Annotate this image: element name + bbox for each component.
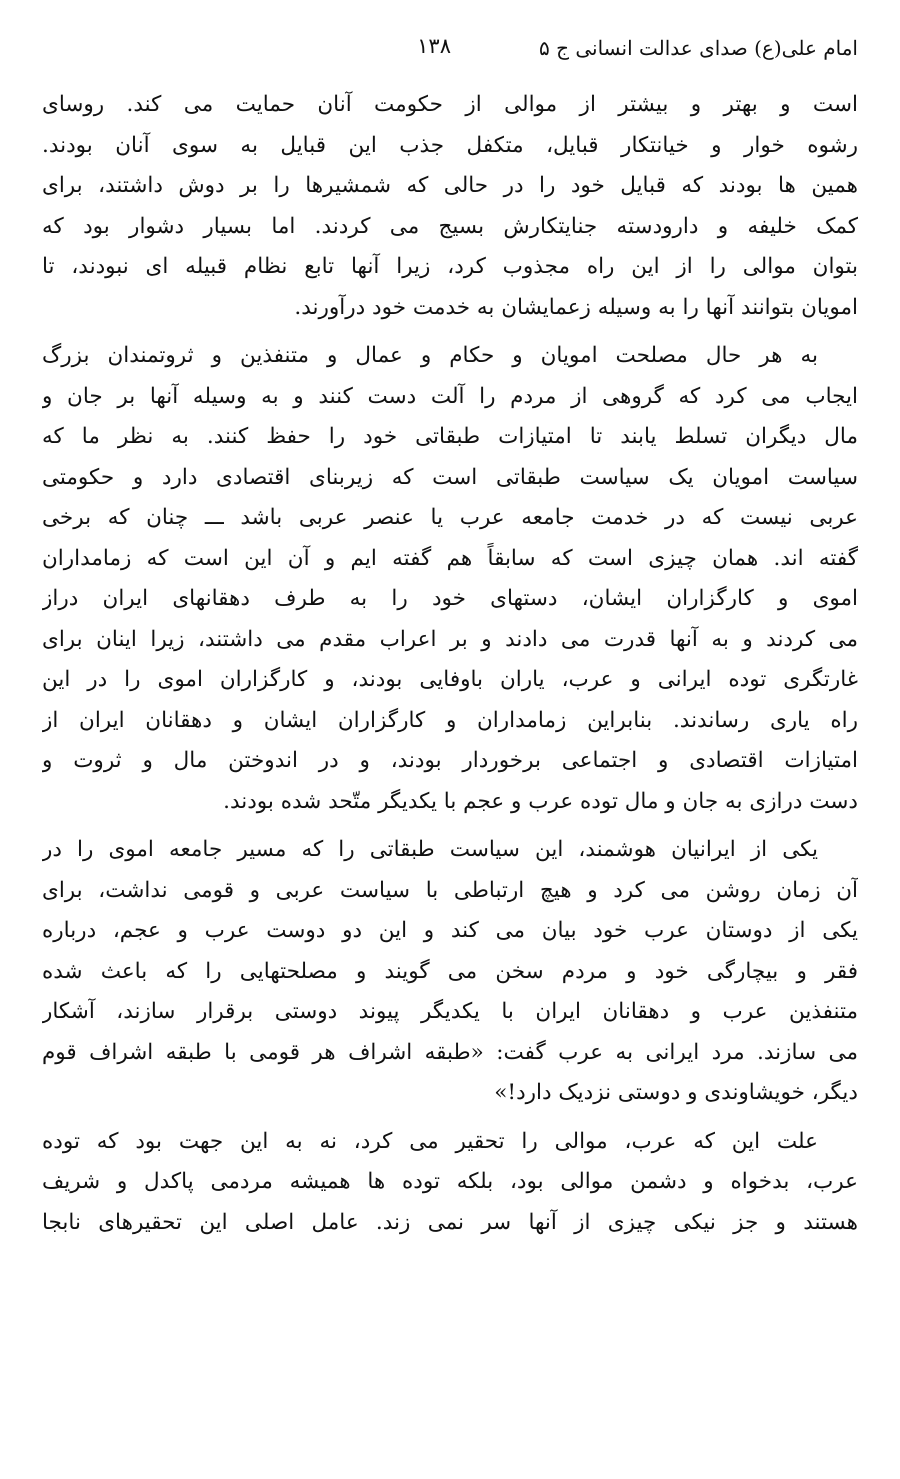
text-line: اموی و کارگزاران ایشان، دستهای خود را به طرف دهقانهای ایران دراز xyxy=(42,586,858,611)
paragraph-3 xyxy=(42,830,858,1114)
text-line: دیگر، خویشاوندی و دوستی نزدیک دارد!» xyxy=(494,1080,858,1105)
page-header xyxy=(40,30,858,70)
text-line: یکی از دوستان عرب خود بیان می کند و این دو دوست عرب و عجم، درباره xyxy=(42,918,858,943)
text-line: می کردند و به آنها قدرت می دادند و بر اعراب مقدم می داشتند، زیرا اینان برای xyxy=(42,626,858,652)
text-line: همین ها بودند که قبایل خود را در حالی که شمشیرها را بر دوش داشتند، برای xyxy=(42,173,858,198)
text-line: بتوان موالی را از این راه مجذوب کرد، زیرا آنها تابع نظام قبیله ای نبودند، تا xyxy=(42,254,858,279)
text-line: ایجاب می کرد که گروهی از مردم را آلت دست کنند و به وسیله آنها بر جان و xyxy=(42,383,858,409)
text-line: امتیازات اقتصادی و اجتماعی برخوردار بودند، و در اندوختن مال و ثروت و xyxy=(42,748,858,773)
text-line: کمک خلیفه و دارودسته جنایتکارش بسیج می کردند. اما بسیار دشوار بود که xyxy=(42,213,858,239)
text-line: غارتگری توده ایرانی و عرب، یاران باوفایی بودند، و کارگزاران اموی را در این xyxy=(42,667,858,692)
paragraph-gap xyxy=(42,328,858,336)
text-line: است و بهتر و بیشتر از موالی از حکومت آنان حمایت می کند. روسای xyxy=(42,92,858,117)
text-line: دست درازی به جان و مال توده عرب و عجم با یکدیگر متّحد شده بودند. xyxy=(223,788,858,814)
text-line: می سازند. مرد ایرانی به عرب گفت: «طبقه اشراف هر قومی با طبقه اشراف قوم xyxy=(42,1039,858,1065)
text-line: به هر حال مصلحت امویان و حکام و عمال و متنفذین و ثروتمندان بزرگ xyxy=(42,343,818,368)
text-line: علت این که عرب، موالی را تحقیر می کرد، نه به این جهت بود که توده xyxy=(42,1128,818,1154)
text-line: فقر و بیچارگی خود و مردم سخن می گویند و مصلحتهایی را که باعث شده xyxy=(42,958,858,984)
text-line: رشوه خوار و خیانتکار قبایل، متکفل جذب این قبایل به سوی آنان بودند. xyxy=(42,132,858,158)
text-line: عربی نیست که در خدمت جامعه عرب یا عنصر عربی باشد ـــ چنان که برخی xyxy=(42,505,858,530)
paragraph-4 xyxy=(42,1122,858,1244)
text-line: آن زمان روشن می کرد و هیچ ارتباطی با سیاست عربی و قومی نداشت، برای xyxy=(42,877,858,903)
text-line: مال دیگران تسلط یابند تا امتیازات طبقاتی خود را حفظ کنند. به نظر ما که xyxy=(42,424,858,449)
text-line: سیاست امویان یک سیاست طبقاتی است که زیربنای اقتصادی دارد و حکومتی xyxy=(42,464,858,490)
text-line: عرب، بدخواه و دشمن موالی بود، بلکه توده ها همیشه مردمی پاکدل و شریف xyxy=(42,1169,858,1194)
text-line: متنفذین عرب و دهقانان ایران با یکدیگر پیوند دوستی برقرار سازند، آشکار xyxy=(42,999,858,1024)
running-head: امام علی(ع) صدای عدالت انسانی ج ۵ xyxy=(538,36,858,60)
paragraph-1 xyxy=(42,85,858,328)
page-number: ۱۳۸ xyxy=(417,34,451,58)
paragraph-gap xyxy=(42,822,858,830)
paragraph-2 xyxy=(42,336,858,822)
text-line: هستند و جز نیکی چیزی از آنها سر نمی زند. عامل اصلی این تحقیرهای نابجا xyxy=(42,1209,858,1235)
text-line: گفته اند. همان چیزی است که سابقاً هم گفته ایم و آن این است که زمامداران xyxy=(42,545,858,571)
text-line: امویان بتوانند آنها را به وسیله زعمایشان به خدمت خود درآورند. xyxy=(294,294,858,320)
body-text xyxy=(42,85,858,1243)
paragraph-gap xyxy=(42,1114,858,1122)
text-line: راه یاری رساندند. بنابراین زمامداران و کارگزاران ایشان و دهقانان ایران از xyxy=(42,707,858,733)
text-line: یکی از ایرانیان هوشمند، این سیاست طبقاتی را که مسیر جامعه اموی را در xyxy=(42,837,818,862)
